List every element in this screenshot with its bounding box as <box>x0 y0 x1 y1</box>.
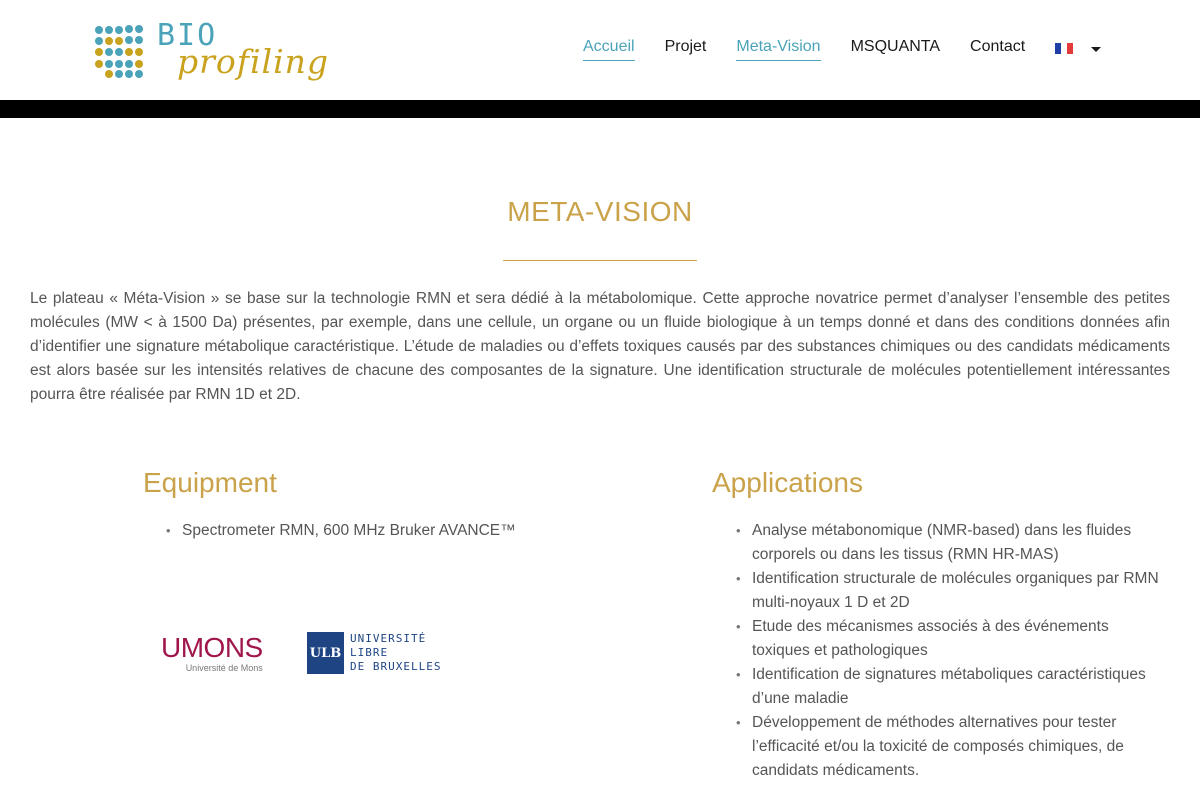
applications-list <box>712 519 1162 783</box>
language-switcher[interactable] <box>1055 38 1101 54</box>
bio-profiling-logo[interactable] <box>95 18 330 82</box>
site-header <box>0 0 1200 100</box>
logo-bio-text: BIO <box>157 18 218 53</box>
umons-wordmark: UMONS <box>161 632 263 663</box>
ulb-box: ULB <box>307 632 344 674</box>
ulb-line-1: UNIVERSITÉ <box>350 632 427 645</box>
list-item: • Etude des mécanismes associés à des événements toxiques et pathologiques <box>712 615 1162 663</box>
nav-accueil[interactable]: Accueil <box>583 38 635 61</box>
list-item: • Identification de signatures métaboliques caractéristiques d’une maladie <box>712 663 1162 711</box>
main-nav <box>583 38 1101 61</box>
ulb-line-3: DE BRUXELLES <box>350 660 442 673</box>
french-flag-icon <box>1055 43 1073 54</box>
umons-subtitle: Université de Mons <box>185 663 263 673</box>
nav-projet[interactable]: Projet <box>664 38 707 55</box>
nav-contact[interactable]: Contact <box>970 38 1026 55</box>
caret-down-icon <box>1091 47 1101 52</box>
ulb-line-2: LIBRE <box>350 646 389 659</box>
list-item: • Spectrometer RMN, 600 MHz Bruker AVANCE™ <box>142 519 602 543</box>
umons-logo[interactable] <box>161 634 263 673</box>
equipment-heading: Equipment <box>143 467 277 498</box>
equipment-list <box>142 519 602 543</box>
title-underline <box>503 260 697 261</box>
dots-logo-icon <box>95 24 153 78</box>
ulb-logo[interactable] <box>307 632 441 674</box>
list-item: • Identification structurale de molécules organiques par RMN multi-noyaux 1 D et 2D <box>712 567 1162 615</box>
intro-paragraph: Le plateau « Méta-Vision » se base sur la technologie RMN et sera dédié à la métabolomique. Cette approche novatrice permet d’analyser l’ensemble des petites molécules (MW < à 1500 Da) présentes, par exemple, dans une cellule, un organe ou un fluide biologique à un temps donné et dans des conditions données afin d’identifier une signature métabolique caractéristique. L’étude de maladies ou d’effets toxiques causés par des substances chimiques ou des candidats médicaments est alors basée sur les intensités relatives de chacune des composantes de la signature. Une identification structurale de molécules potentiellement intéressantes pourra être réalisée par RMN 1D et 2D. <box>30 290 1170 403</box>
logo-profiling-text: profiling <box>177 42 330 81</box>
nav-meta-vision[interactable]: Meta-Vision <box>736 38 820 61</box>
applications-heading: Applications <box>712 467 863 498</box>
nav-msquanta[interactable]: MSQUANTA <box>850 38 941 55</box>
list-item: • Analyse métabonomique (NMR-based) dans les fluides corporels ou dans les tissus (RMN HR-MAS) <box>712 519 1162 567</box>
page-title: META-VISION <box>507 196 693 227</box>
ulb-lines <box>350 632 441 674</box>
header-divider-bar <box>0 100 1200 118</box>
list-item: • Développement de méthodes alternatives pour tester l’efficacité et/ou la toxicité de composés chimiques, de candidats médicaments. <box>712 711 1162 783</box>
